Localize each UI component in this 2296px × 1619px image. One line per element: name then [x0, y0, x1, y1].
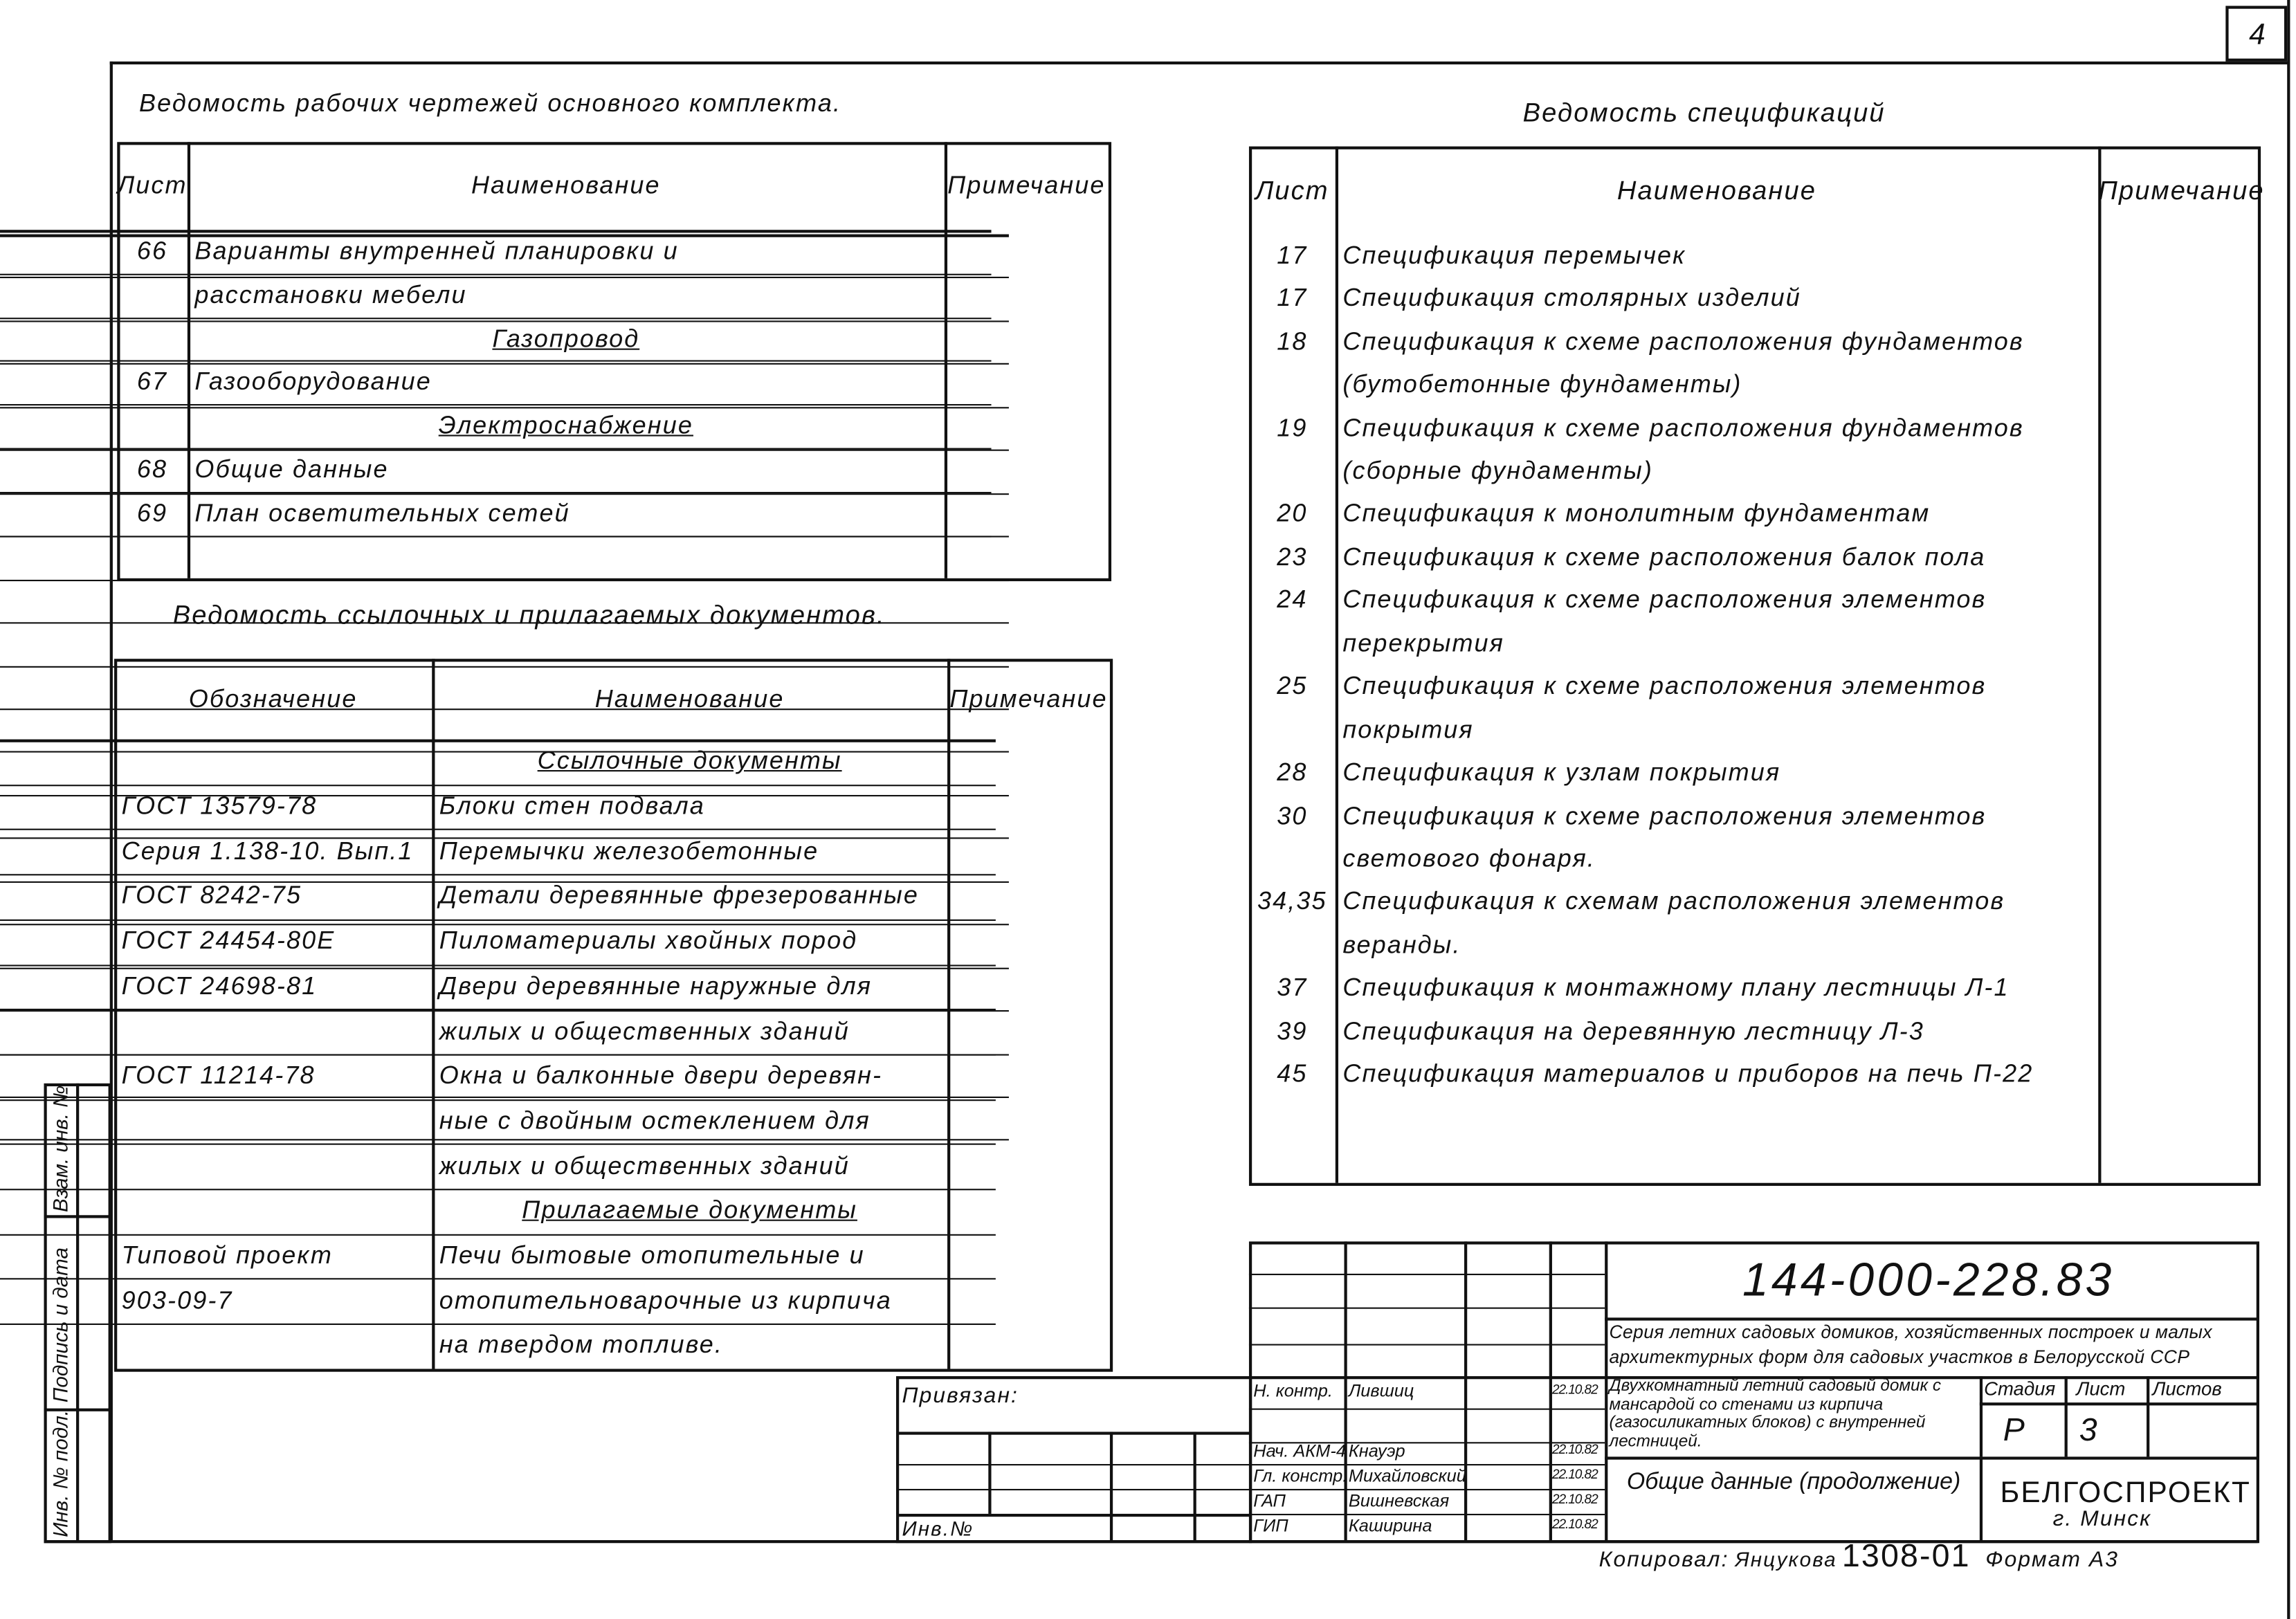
referenced_docs-row-divider — [0, 829, 996, 830]
specifications-row-divider — [0, 536, 1009, 538]
column-header: Наименование — [471, 171, 661, 199]
row-name: Прилагаемые документы — [522, 1196, 857, 1225]
side-label-inv-original: Инв. № подл. — [48, 1409, 72, 1537]
specifications-row-divider — [0, 363, 1009, 365]
signature-role: ГИП — [1253, 1515, 1288, 1536]
row-name: Спецификация к схеме расположения элементов — [1342, 801, 1987, 830]
frame-top — [110, 62, 2289, 64]
signature-date: 22.10.82 — [1551, 1467, 1598, 1482]
row-name: Перемычки железобетонные — [439, 836, 819, 866]
sheet-title: Общие данные (продолжение) — [1626, 1470, 1961, 1495]
bound-col — [988, 1432, 991, 1513]
specifications-row-divider — [0, 320, 1009, 322]
row-name: на твердом топливе. — [439, 1331, 723, 1360]
row-sheet: 24 — [1277, 586, 1308, 614]
row-code: ГОСТ 8242-75 — [121, 881, 302, 910]
row-name: Спецификация к схеме расположения фундаментов — [1342, 413, 2024, 442]
doc-code: 144-000-228.83 — [1742, 1253, 2115, 1306]
specifications-row-divider — [0, 579, 1009, 580]
column-header: Примечание — [2098, 175, 2265, 205]
side-strip-divider — [76, 1083, 79, 1540]
org-name: БЕЛГОСПРОЕКТ — [2000, 1477, 2252, 1510]
referenced_docs-row-divider — [0, 1144, 996, 1145]
working-drawings-title: Ведомость рабочих чертежей основного комплекта. — [139, 89, 842, 118]
signature-name: Михайловский — [1348, 1465, 1466, 1486]
referenced_docs-header-divider — [0, 740, 996, 742]
tb-col — [1980, 1376, 1983, 1456]
row-sheet: 23 — [1277, 542, 1308, 571]
row-name: светового фонаря. — [1342, 844, 1596, 873]
specifications-column-divider — [1336, 147, 1338, 1183]
tb-line — [1980, 1402, 2258, 1405]
signature-name: Кнауэр — [1348, 1440, 1405, 1461]
sheet-value: 3 — [2079, 1411, 2099, 1448]
row-name: Спецификация к схемам расположения элементов — [1342, 888, 2005, 916]
row-sheet: 34,35 — [1257, 888, 1327, 916]
specifications-row-divider — [0, 924, 1009, 926]
row-name: Печи бытовые отопительные и — [439, 1241, 865, 1270]
page-number-box — [2225, 6, 2287, 61]
row-sheet: 37 — [1277, 973, 1308, 1003]
bound-line — [896, 1432, 1250, 1434]
row-name: Газооборудование — [194, 367, 432, 396]
row-name: Окна и балконные двери деревян- — [439, 1061, 883, 1090]
tb-divider — [1605, 1241, 1607, 1540]
signature-role: Н. контр. — [1253, 1380, 1333, 1402]
row-name: Двери деревянные наружные для — [439, 971, 873, 1000]
tb-col — [2147, 1376, 2149, 1456]
signature-date: 22.10.82 — [1551, 1492, 1598, 1507]
row-sheet: 45 — [1277, 1060, 1308, 1088]
row-sheet: 69 — [136, 498, 168, 527]
signature-grid-col — [1464, 1241, 1467, 1540]
row-sheet: 67 — [136, 367, 168, 396]
working_drawings-row-divider — [0, 273, 992, 275]
row-sheet: 39 — [1277, 1017, 1308, 1045]
row-code: ГОСТ 24698-81 — [121, 971, 318, 1000]
row-code: Типовой проект — [121, 1241, 334, 1270]
signature-name: Каширина — [1348, 1515, 1432, 1536]
row-name: (бутобетонные фундаменты) — [1342, 370, 1742, 399]
working_drawings-row-divider — [0, 317, 992, 318]
tb-col — [1980, 1456, 1983, 1540]
copier-name: Янцукова — [1735, 1547, 1837, 1571]
signature-role: ГАП — [1253, 1490, 1286, 1511]
specifications-row-divider — [0, 708, 1009, 710]
row-sheet: 30 — [1277, 801, 1308, 830]
row-code: 903-09-7 — [121, 1286, 233, 1315]
row-code: Серия 1.138-10. Вып.1 — [121, 836, 414, 866]
specifications-row-divider — [0, 967, 1009, 969]
format-label: Формат А3 — [1985, 1547, 2120, 1573]
working_drawings-header-divider — [0, 230, 992, 232]
working_drawings-row-divider — [0, 404, 992, 405]
specifications-title: Ведомость спецификаций — [1522, 98, 1886, 128]
referenced_docs-row-divider — [0, 964, 996, 965]
row-name: Ссылочные документы — [537, 747, 842, 776]
specifications-row-divider — [0, 666, 1009, 667]
referenced_docs-row-divider — [0, 1189, 996, 1190]
specifications-row-divider — [0, 838, 1009, 839]
row-sheet: 66 — [136, 237, 168, 265]
signature-date: 22.10.82 — [1551, 1517, 1598, 1532]
working_drawings-row-divider — [0, 360, 992, 362]
copied-label: Копировал: — [1598, 1547, 1729, 1573]
series-text: Серия летних садовых домиков, хозяйственных построек и малых архитектурных форм для садовых участков в Белорусской ССР — [1609, 1321, 2213, 1368]
specifications-row-divider — [0, 277, 1009, 279]
specifications-row-divider — [0, 622, 1009, 623]
row-sheet: 28 — [1277, 758, 1308, 787]
specifications-row-divider — [0, 1140, 1009, 1141]
row-name: Варианты внутренней планировки и — [194, 237, 679, 265]
row-name: покрытия — [1342, 715, 1474, 744]
row-code: ГОСТ 11214-78 — [121, 1061, 316, 1090]
stage-value: Р — [2003, 1411, 2026, 1448]
column-header: Наименование — [1616, 175, 1817, 205]
row-name: Детали деревянные фрезерованные — [439, 881, 920, 910]
specifications-row-divider — [0, 881, 1009, 882]
row-name: Спецификация на деревянную лестницу Л-3 — [1342, 1017, 1924, 1045]
row-name: Спецификация к схеме расположения элементов — [1342, 586, 1987, 614]
row-sheet: 25 — [1277, 672, 1308, 700]
row-name: ные с двойным остеклением для — [439, 1106, 871, 1135]
signature-date: 22.10.82 — [1551, 1382, 1598, 1397]
referenced-docs-title: Ведомость ссылочных и прилагаемых документов. — [172, 600, 886, 630]
row-name: Блоки стен подвала — [439, 792, 705, 821]
referenced_docs-row-divider — [0, 785, 996, 786]
row-name: Спецификация столярных изделий — [1342, 284, 1801, 313]
object-text: Двухкомнатный летний садовый домик с мансардой со стенами из кирпича (газосиликатных блоков) с внутренней лестницей. — [1609, 1378, 1942, 1450]
signature-role: Гл. констр. — [1253, 1465, 1348, 1486]
column-header: Примечание — [949, 684, 1108, 713]
row-name: Общие данные — [194, 455, 389, 484]
specifications-row-divider — [0, 1097, 1009, 1098]
stage-label: Стадия — [1984, 1378, 2056, 1400]
inv-label: Инв.№ — [902, 1517, 974, 1541]
row-name: Спецификация материалов и приборов на печь П-22 — [1342, 1060, 2034, 1088]
tb-col — [2065, 1376, 2068, 1456]
bound-line — [896, 1489, 1250, 1490]
referenced_docs-row-divider — [0, 874, 996, 875]
side-label-replaced-inv: Взам. инв. № — [48, 1085, 72, 1213]
row-name: Спецификация к монтажному плану лестницы Л-1 — [1342, 973, 2010, 1003]
bound-label: Привязан: — [902, 1383, 1019, 1409]
row-name: перекрытия — [1342, 629, 1504, 657]
sheet-label: Лист — [2076, 1378, 2126, 1400]
row-sheet: 18 — [1277, 327, 1308, 356]
row-name: веранды. — [1342, 931, 1461, 959]
specifications-header-divider — [0, 235, 1009, 237]
signature-role: Нач. АКМ-4 — [1253, 1440, 1346, 1461]
row-name: жилых и общественных зданий — [439, 1151, 850, 1180]
signature-name: Лившиц — [1348, 1380, 1414, 1402]
bound-col — [1194, 1432, 1196, 1540]
frame-right — [2287, 0, 2290, 1619]
org-city: г. Минск — [2052, 1506, 2152, 1532]
referenced_docs-row-divider — [0, 919, 996, 920]
row-name: Спецификация перемычек — [1342, 241, 1686, 269]
row-name: (сборные фундаменты) — [1342, 457, 1653, 485]
referenced_docs-row-divider — [0, 1279, 996, 1280]
row-sheet: 20 — [1277, 500, 1308, 528]
row-sheet: 68 — [136, 455, 168, 484]
sheets-label: Листов — [2152, 1378, 2222, 1400]
row-name: Спецификация к схеме расположения балок пола — [1342, 542, 1986, 571]
signature-name: Вишневская — [1348, 1490, 1450, 1511]
row-sheet: 19 — [1277, 413, 1308, 442]
row-name: Газопровод — [492, 324, 640, 352]
column-header: Лист — [117, 171, 188, 199]
referenced_docs-column-divider — [947, 659, 950, 1369]
column-header: Обозначение — [188, 684, 358, 713]
row-code: ГОСТ 24454-80Е — [121, 926, 336, 955]
specifications-row-divider — [0, 1010, 1009, 1012]
referenced_docs-row-divider — [0, 1234, 996, 1235]
referenced_docs-row-divider — [0, 1324, 996, 1325]
specifications-row-divider — [0, 493, 1009, 494]
row-name: Спецификация к узлам покрытия — [1342, 758, 1781, 787]
row-sheet: 17 — [1277, 241, 1308, 269]
row-name: План осветительных сетей — [194, 498, 570, 527]
row-name: Пиломатериалы хвойных пород — [439, 926, 858, 955]
specifications-row-divider — [0, 407, 1009, 408]
page-number: 4 — [2249, 19, 2267, 52]
specifications-row-divider — [0, 1054, 1009, 1055]
row-name: расстановки мебели — [194, 280, 467, 309]
bound-col — [1110, 1432, 1113, 1540]
side-strip-line — [44, 1215, 111, 1218]
bound-line — [896, 1464, 1250, 1465]
specifications-row-divider — [0, 751, 1009, 753]
specifications-row-divider — [0, 450, 1009, 451]
row-name: Спецификация к схеме расположения фундаментов — [1342, 327, 2024, 356]
row-name: Электроснабжение — [438, 411, 693, 439]
specifications-column-divider — [2098, 147, 2101, 1183]
side-label-signature-date: Подпись и дата — [48, 1247, 72, 1403]
tb-line — [1605, 1456, 2258, 1459]
column-header: Наименование — [594, 684, 785, 713]
archive-number: 1308-01 — [1841, 1537, 1971, 1574]
row-sheet: 17 — [1277, 284, 1308, 313]
row-code: ГОСТ 13579-78 — [121, 792, 318, 821]
row-name: Спецификация к монолитным фундаментам — [1342, 500, 1931, 528]
column-header: Лист — [1255, 175, 1329, 205]
row-name: Спецификация к схеме расположения элементов — [1342, 672, 1987, 700]
specifications-row-divider — [0, 795, 1009, 796]
row-name: жилых и общественных зданий — [439, 1016, 850, 1045]
signature-date: 22.10.82 — [1551, 1442, 1598, 1457]
row-name: отопительноварочные из кирпича — [439, 1286, 892, 1315]
signature-grid-col — [1344, 1241, 1347, 1540]
referenced_docs-row-divider — [0, 1099, 996, 1100]
column-header: Примечание — [947, 171, 1106, 199]
